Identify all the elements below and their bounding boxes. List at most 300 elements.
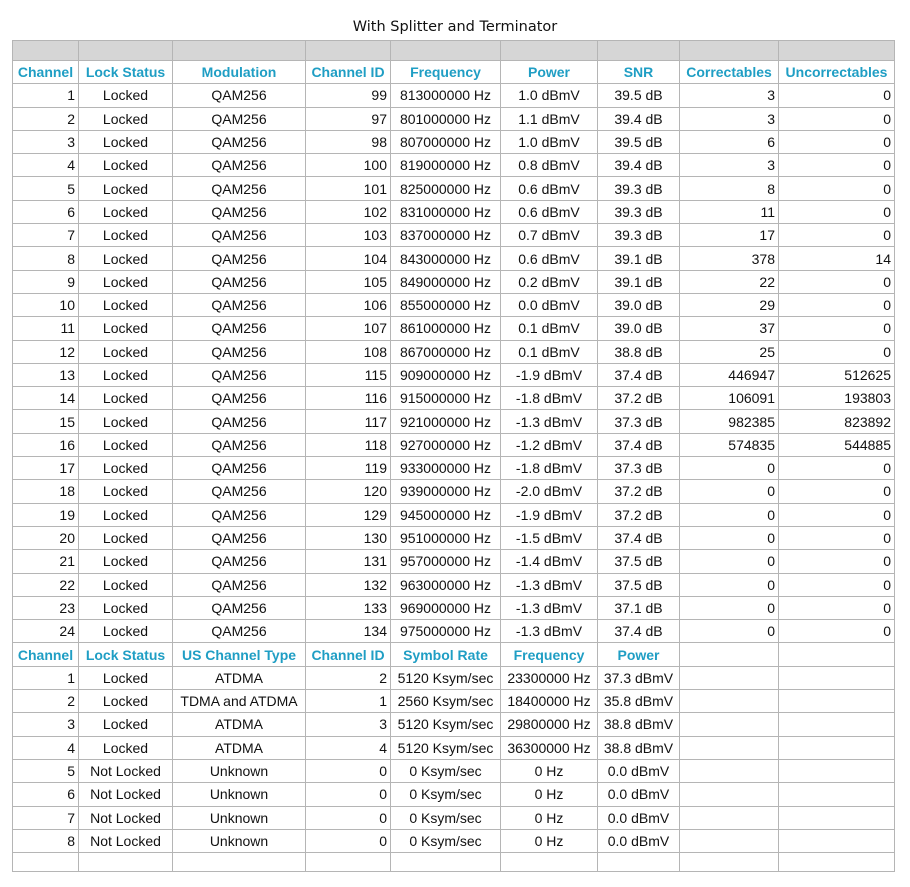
downstream-cell: 37.5 dB — [598, 550, 680, 573]
downstream-cell: 0 — [779, 107, 895, 130]
upstream-cell: 0.0 dBmV — [598, 759, 680, 782]
empty-cell — [680, 829, 779, 852]
upstream-cell: 0 Hz — [501, 759, 598, 782]
downstream-cell: 1.0 dBmV — [501, 84, 598, 107]
upstream-row — [13, 713, 895, 736]
downstream-cell: 100 — [306, 154, 391, 177]
downstream-cell: QAM256 — [173, 200, 306, 223]
downstream-row — [13, 107, 895, 130]
downstream-cell: 37.4 dB — [598, 526, 680, 549]
downstream-cell: 963000000 Hz — [391, 573, 501, 596]
upstream-row — [13, 829, 895, 852]
downstream-cell: 39.5 dB — [598, 84, 680, 107]
band-cell — [79, 41, 173, 61]
downstream-cell: QAM256 — [173, 480, 306, 503]
upstream-cell: 1 — [306, 690, 391, 713]
downstream-cell: Locked — [79, 107, 173, 130]
downstream-cell: 915000000 Hz — [391, 387, 501, 410]
downstream-cell: 21 — [13, 550, 79, 573]
downstream-cell: 102 — [306, 200, 391, 223]
downstream-cell: 4 — [13, 154, 79, 177]
downstream-cell: 0 — [779, 526, 895, 549]
downstream-cell: 825000000 Hz — [391, 177, 501, 200]
downstream-cell: 116 — [306, 387, 391, 410]
upstream-cell: Unknown — [173, 759, 306, 782]
downstream-cell: 945000000 Hz — [391, 503, 501, 526]
empty-cell — [779, 643, 895, 666]
band-cell — [173, 41, 306, 61]
downstream-cell: -1.3 dBmV — [501, 573, 598, 596]
upstream-cell: Unknown — [173, 783, 306, 806]
upstream-header-cell: Symbol Rate — [391, 643, 501, 666]
downstream-cell: 0 — [680, 573, 779, 596]
empty-cell — [79, 853, 173, 872]
upstream-cell: 5120 Ksym/sec — [391, 713, 501, 736]
upstream-cell: Locked — [79, 713, 173, 736]
downstream-cell: 831000000 Hz — [391, 200, 501, 223]
downstream-cell: 0 — [779, 503, 895, 526]
upstream-cell: 2 — [13, 690, 79, 713]
downstream-cell: QAM256 — [173, 596, 306, 619]
upstream-cell: 1 — [13, 666, 79, 689]
downstream-cell: 813000000 Hz — [391, 84, 501, 107]
downstream-cell: 16 — [13, 433, 79, 456]
downstream-cell: -1.3 dBmV — [501, 620, 598, 643]
downstream-cell: 0.6 dBmV — [501, 247, 598, 270]
downstream-cell: Locked — [79, 177, 173, 200]
upstream-cell: Unknown — [173, 806, 306, 829]
empty-cell — [779, 690, 895, 713]
downstream-cell: 982385 — [680, 410, 779, 433]
upstream-cell: 0 — [306, 783, 391, 806]
downstream-cell: 108 — [306, 340, 391, 363]
downstream-cell: 0 — [779, 480, 895, 503]
downstream-row — [13, 224, 895, 247]
upstream-header-cell: Frequency — [501, 643, 598, 666]
downstream-header-cell: Power — [501, 61, 598, 84]
downstream-cell: 37.2 dB — [598, 387, 680, 410]
downstream-cell: 1.0 dBmV — [501, 130, 598, 153]
downstream-cell: 37.5 dB — [598, 573, 680, 596]
upstream-cell: ATDMA — [173, 713, 306, 736]
downstream-cell: 133 — [306, 596, 391, 619]
downstream-cell: 103 — [306, 224, 391, 247]
upstream-cell: 2560 Ksym/sec — [391, 690, 501, 713]
upstream-cell: 2 — [306, 666, 391, 689]
downstream-cell: 37.4 dB — [598, 620, 680, 643]
upstream-cell: 0 Hz — [501, 806, 598, 829]
downstream-cell: 0 — [779, 224, 895, 247]
downstream-row — [13, 340, 895, 363]
empty-cell — [306, 853, 391, 872]
downstream-cell: QAM256 — [173, 317, 306, 340]
empty-cell — [779, 759, 895, 782]
empty-cell — [391, 853, 501, 872]
downstream-cell: 25 — [680, 340, 779, 363]
downstream-cell: QAM256 — [173, 503, 306, 526]
downstream-cell: Locked — [79, 154, 173, 177]
downstream-row — [13, 387, 895, 410]
downstream-cell: 6 — [13, 200, 79, 223]
downstream-cell: 0 — [779, 573, 895, 596]
downstream-cell: 0 — [779, 317, 895, 340]
downstream-row — [13, 177, 895, 200]
downstream-cell: 99 — [306, 84, 391, 107]
downstream-cell: 8 — [13, 247, 79, 270]
downstream-cell: Locked — [79, 293, 173, 316]
downstream-row — [13, 620, 895, 643]
empty-cell — [779, 829, 895, 852]
downstream-cell: -1.3 dBmV — [501, 410, 598, 433]
upstream-row — [13, 736, 895, 759]
downstream-cell: 6 — [680, 130, 779, 153]
upstream-cell: 0.0 dBmV — [598, 829, 680, 852]
downstream-cell: 969000000 Hz — [391, 596, 501, 619]
downstream-cell: Locked — [79, 340, 173, 363]
downstream-cell: 3 — [13, 130, 79, 153]
downstream-cell: 951000000 Hz — [391, 526, 501, 549]
band-cell — [391, 41, 501, 61]
downstream-cell: QAM256 — [173, 550, 306, 573]
downstream-header-cell: Frequency — [391, 61, 501, 84]
downstream-cell: 0.6 dBmV — [501, 200, 598, 223]
downstream-cell: 855000000 Hz — [391, 293, 501, 316]
upstream-cell: 37.3 dBmV — [598, 666, 680, 689]
downstream-cell: 20 — [13, 526, 79, 549]
upstream-cell: 0.0 dBmV — [598, 783, 680, 806]
downstream-cell: 574835 — [680, 433, 779, 456]
downstream-header-cell: Correctables — [680, 61, 779, 84]
upstream-cell: 3 — [13, 713, 79, 736]
downstream-cell: 0.0 dBmV — [501, 293, 598, 316]
downstream-cell: 0 — [779, 154, 895, 177]
downstream-cell: 0 — [779, 84, 895, 107]
upstream-cell: TDMA and ATDMA — [173, 690, 306, 713]
downstream-cell: 106 — [306, 293, 391, 316]
downstream-cell: 39.1 dB — [598, 247, 680, 270]
downstream-cell: 39.4 dB — [598, 154, 680, 177]
upstream-cell: 0 Hz — [501, 829, 598, 852]
downstream-cell: 107 — [306, 317, 391, 340]
downstream-cell: 0 — [779, 130, 895, 153]
downstream-row — [13, 293, 895, 316]
empty-cell — [779, 853, 895, 872]
upstream-cell: 3 — [306, 713, 391, 736]
downstream-cell: 37.3 dB — [598, 410, 680, 433]
downstream-cell: 378 — [680, 247, 779, 270]
downstream-cell: 3 — [680, 84, 779, 107]
upstream-cell: 0 — [306, 806, 391, 829]
downstream-cell: 0.1 dBmV — [501, 340, 598, 363]
band-cell — [680, 41, 779, 61]
downstream-cell: 0 — [779, 620, 895, 643]
empty-cell — [680, 666, 779, 689]
downstream-cell: -1.5 dBmV — [501, 526, 598, 549]
upstream-header-cell: Channel ID — [306, 643, 391, 666]
downstream-cell: QAM256 — [173, 247, 306, 270]
downstream-row — [13, 200, 895, 223]
downstream-cell: Locked — [79, 433, 173, 456]
downstream-cell: 14 — [779, 247, 895, 270]
upstream-cell: ATDMA — [173, 736, 306, 759]
downstream-row — [13, 84, 895, 107]
downstream-cell: 106091 — [680, 387, 779, 410]
downstream-header-cell: SNR — [598, 61, 680, 84]
downstream-cell: 39.0 dB — [598, 293, 680, 316]
downstream-cell: 37.3 dB — [598, 457, 680, 480]
downstream-row — [13, 573, 895, 596]
upstream-cell: Not Locked — [79, 829, 173, 852]
downstream-cell: 39.0 dB — [598, 317, 680, 340]
downstream-cell: Locked — [79, 457, 173, 480]
downstream-cell: 105 — [306, 270, 391, 293]
downstream-cell: 117 — [306, 410, 391, 433]
downstream-cell: 837000000 Hz — [391, 224, 501, 247]
upstream-cell: 4 — [306, 736, 391, 759]
downstream-row — [13, 247, 895, 270]
downstream-cell: 38.8 dB — [598, 340, 680, 363]
downstream-cell: 867000000 Hz — [391, 340, 501, 363]
downstream-cell: -1.8 dBmV — [501, 387, 598, 410]
upstream-cell: 18400000 Hz — [501, 690, 598, 713]
upstream-header-cell: Lock Status — [79, 643, 173, 666]
downstream-cell: QAM256 — [173, 224, 306, 247]
downstream-row — [13, 596, 895, 619]
downstream-cell: 3 — [680, 107, 779, 130]
downstream-cell: 544885 — [779, 433, 895, 456]
downstream-cell: 1.1 dBmV — [501, 107, 598, 130]
downstream-row — [13, 410, 895, 433]
upstream-row — [13, 690, 895, 713]
downstream-cell: 0.7 dBmV — [501, 224, 598, 247]
downstream-cell: QAM256 — [173, 410, 306, 433]
empty-cell — [680, 759, 779, 782]
downstream-cell: 0 — [680, 480, 779, 503]
downstream-header-cell: Uncorrectables — [779, 61, 895, 84]
downstream-header-cell: Channel — [13, 61, 79, 84]
band-cell — [501, 41, 598, 61]
downstream-cell: QAM256 — [173, 387, 306, 410]
downstream-row — [13, 503, 895, 526]
downstream-cell: Locked — [79, 130, 173, 153]
downstream-cell: 849000000 Hz — [391, 270, 501, 293]
downstream-cell: 0 — [779, 550, 895, 573]
downstream-cell: 807000000 Hz — [391, 130, 501, 153]
upstream-cell: Not Locked — [79, 806, 173, 829]
downstream-cell: 927000000 Hz — [391, 433, 501, 456]
downstream-cell: 37.4 dB — [598, 363, 680, 386]
downstream-cell: 8 — [680, 177, 779, 200]
downstream-cell: Locked — [79, 573, 173, 596]
upstream-header — [13, 643, 895, 666]
downstream-cell: 5 — [13, 177, 79, 200]
downstream-cell: -1.9 dBmV — [501, 363, 598, 386]
downstream-cell: 132 — [306, 573, 391, 596]
downstream-cell: 24 — [13, 620, 79, 643]
sheet-title: With Splitter and Terminator — [352, 19, 558, 35]
downstream-cell: 39.1 dB — [598, 270, 680, 293]
upstream-cell: 36300000 Hz — [501, 736, 598, 759]
downstream-cell: 957000000 Hz — [391, 550, 501, 573]
downstream-cell: 22 — [13, 573, 79, 596]
empty-cell — [779, 736, 895, 759]
downstream-row — [13, 457, 895, 480]
downstream-cell: -1.4 dBmV — [501, 550, 598, 573]
downstream-cell: 39.3 dB — [598, 224, 680, 247]
empty-cell — [779, 713, 895, 736]
upstream-cell: 5120 Ksym/sec — [391, 666, 501, 689]
downstream-cell: 101 — [306, 177, 391, 200]
downstream-cell: 97 — [306, 107, 391, 130]
downstream-cell: 512625 — [779, 363, 895, 386]
downstream-cell: 0.2 dBmV — [501, 270, 598, 293]
downstream-cell: -1.2 dBmV — [501, 433, 598, 456]
empty-cell — [173, 853, 306, 872]
upstream-header-cell: Power — [598, 643, 680, 666]
upstream-header-cell: Channel — [13, 643, 79, 666]
downstream-cell: 39.3 dB — [598, 177, 680, 200]
downstream-cell: QAM256 — [173, 573, 306, 596]
downstream-cell: 39.4 dB — [598, 107, 680, 130]
downstream-cell: 861000000 Hz — [391, 317, 501, 340]
downstream-cell: 13 — [13, 363, 79, 386]
downstream-cell: 446947 — [680, 363, 779, 386]
downstream-cell: 18 — [13, 480, 79, 503]
downstream-cell: 15 — [13, 410, 79, 433]
downstream-cell: 14 — [13, 387, 79, 410]
downstream-cell: 9 — [13, 270, 79, 293]
downstream-cell: Locked — [79, 84, 173, 107]
band-cell — [13, 41, 79, 61]
upstream-row — [13, 759, 895, 782]
downstream-row — [13, 363, 895, 386]
downstream-row — [13, 480, 895, 503]
upstream-row — [13, 666, 895, 689]
downstream-cell: 37 — [680, 317, 779, 340]
upstream-cell: 38.8 dBmV — [598, 713, 680, 736]
empty-cell — [501, 853, 598, 872]
upstream-cell: 0 — [306, 759, 391, 782]
downstream-cell: QAM256 — [173, 340, 306, 363]
downstream-cell: 843000000 Hz — [391, 247, 501, 270]
upstream-cell: 0.0 dBmV — [598, 806, 680, 829]
upstream-cell: 5 — [13, 759, 79, 782]
upstream-cell: Locked — [79, 736, 173, 759]
downstream-cell: -2.0 dBmV — [501, 480, 598, 503]
upstream-cell: 23300000 Hz — [501, 666, 598, 689]
downstream-header-cell: Modulation — [173, 61, 306, 84]
downstream-cell: QAM256 — [173, 154, 306, 177]
upstream-cell: Not Locked — [79, 783, 173, 806]
downstream-cell: QAM256 — [173, 526, 306, 549]
downstream-cell: 98 — [306, 130, 391, 153]
downstream-cell: 0 — [779, 293, 895, 316]
upstream-cell: 38.8 dBmV — [598, 736, 680, 759]
downstream-cell: 7 — [13, 224, 79, 247]
downstream-cell: 118 — [306, 433, 391, 456]
downstream-cell: 0 — [779, 457, 895, 480]
empty-cell — [680, 736, 779, 759]
downstream-cell: 933000000 Hz — [391, 457, 501, 480]
downstream-cell: 17 — [680, 224, 779, 247]
downstream-cell: 0 — [779, 270, 895, 293]
downstream-cell: 801000000 Hz — [391, 107, 501, 130]
downstream-cell: Locked — [79, 526, 173, 549]
downstream-cell: -1.9 dBmV — [501, 503, 598, 526]
empty-cell — [779, 666, 895, 689]
downstream-cell: Locked — [79, 410, 173, 433]
downstream-cell: -1.3 dBmV — [501, 596, 598, 619]
downstream-cell: -1.8 dBmV — [501, 457, 598, 480]
upstream-row — [13, 806, 895, 829]
downstream-cell: 23 — [13, 596, 79, 619]
downstream-cell: 130 — [306, 526, 391, 549]
empty-cell — [779, 806, 895, 829]
blank-row — [13, 853, 895, 872]
upstream-cell: ATDMA — [173, 666, 306, 689]
downstream-cell: 1 — [13, 84, 79, 107]
upstream-cell: Locked — [79, 690, 173, 713]
empty-cell — [680, 643, 779, 666]
downstream-cell: Locked — [79, 200, 173, 223]
downstream-cell: 0 — [680, 526, 779, 549]
downstream-cell: 11 — [13, 317, 79, 340]
empty-cell — [598, 853, 680, 872]
downstream-row — [13, 433, 895, 456]
upstream-cell: Not Locked — [79, 759, 173, 782]
downstream-cell: 0 — [680, 503, 779, 526]
downstream-cell: 0 — [680, 457, 779, 480]
upstream-header-cell: US Channel Type — [173, 643, 306, 666]
downstream-cell: QAM256 — [173, 457, 306, 480]
empty-cell — [680, 853, 779, 872]
downstream-cell: Locked — [79, 224, 173, 247]
downstream-cell: QAM256 — [173, 107, 306, 130]
downstream-cell: 134 — [306, 620, 391, 643]
downstream-cell: 975000000 Hz — [391, 620, 501, 643]
downstream-cell: 0 — [680, 620, 779, 643]
downstream-cell: QAM256 — [173, 84, 306, 107]
downstream-header-cell: Channel ID — [306, 61, 391, 84]
downstream-cell: 39.3 dB — [598, 200, 680, 223]
upstream-cell: Unknown — [173, 829, 306, 852]
downstream-cell: 909000000 Hz — [391, 363, 501, 386]
upstream-cell: 7 — [13, 806, 79, 829]
downstream-cell: 0 — [680, 550, 779, 573]
downstream-cell: 131 — [306, 550, 391, 573]
upstream-cell: 0 Hz — [501, 783, 598, 806]
downstream-cell: 939000000 Hz — [391, 480, 501, 503]
downstream-cell: QAM256 — [173, 363, 306, 386]
empty-cell — [680, 806, 779, 829]
downstream-cell: Locked — [79, 247, 173, 270]
downstream-row — [13, 154, 895, 177]
downstream-header-cell: Lock Status — [79, 61, 173, 84]
empty-cell — [680, 713, 779, 736]
downstream-cell: 0.8 dBmV — [501, 154, 598, 177]
upstream-cell: 35.8 dBmV — [598, 690, 680, 713]
downstream-cell: QAM256 — [173, 293, 306, 316]
downstream-cell: 0.1 dBmV — [501, 317, 598, 340]
upstream-cell: 0 — [306, 829, 391, 852]
downstream-cell: 0 — [779, 177, 895, 200]
downstream-cell: 0 — [779, 200, 895, 223]
downstream-cell: 12 — [13, 340, 79, 363]
downstream-cell: Locked — [79, 317, 173, 340]
downstream-cell: 0.6 dBmV — [501, 177, 598, 200]
empty-cell — [779, 783, 895, 806]
downstream-cell: Locked — [79, 596, 173, 619]
